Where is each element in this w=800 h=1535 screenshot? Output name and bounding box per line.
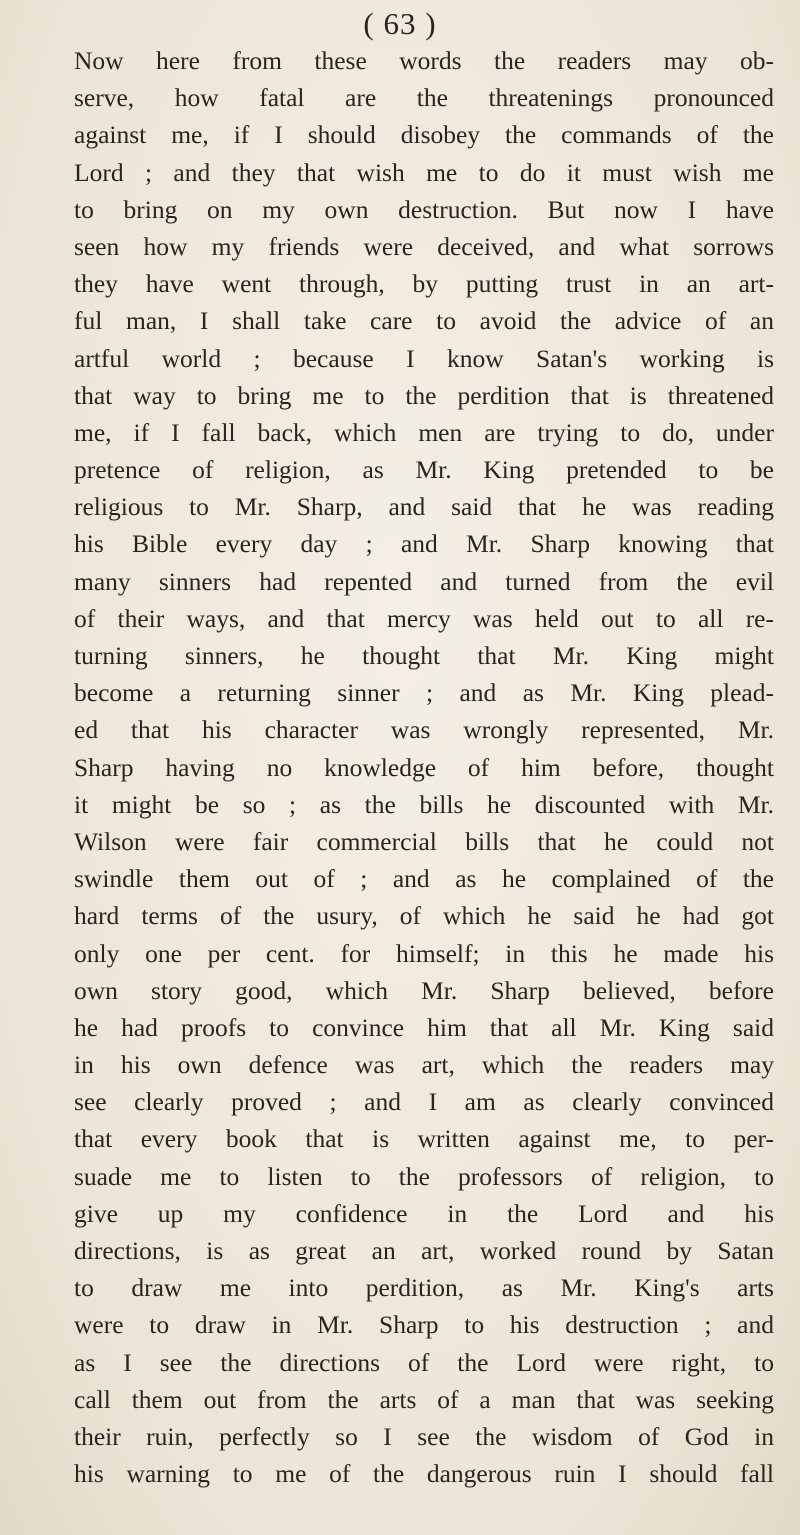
text-line: were to draw in Mr. Sharp to his destruction ; and <box>74 1310 774 1340</box>
text-line: seen how my friends were deceived, and what sorrows <box>74 231 774 261</box>
text-line: see clearly proved ; and I am as clearly convinced <box>74 1087 774 1117</box>
text-line: in his own defence was art, which the readers may <box>74 1050 774 1080</box>
text-line: ful man, I shall take care to avoid the advice of an <box>74 306 774 336</box>
text-line: become a returning sinner ; and as Mr. King plead- <box>74 678 774 708</box>
text-line: his warning to me of the dangerous ruin I should fall <box>74 1459 774 1489</box>
text-line: as I see the directions of the Lord were right, to <box>74 1347 774 1377</box>
text-line: only one per cent. for himself; in this he made his <box>74 938 774 968</box>
text-line: Now here from these words the readers may ob- <box>74 46 774 75</box>
text-line: Lord ; and they that wish me to do it must wish me <box>74 157 774 187</box>
text-line: suade me to listen to the professors of religion, to <box>74 1161 774 1191</box>
text-line: call them out from the arts of a man that was seeking <box>74 1384 774 1414</box>
text-line: their ruin, perfectly so I see the wisdom of God in <box>74 1421 774 1451</box>
body-text <box>74 42 774 1492</box>
text-line: to draw me into perdition, as Mr. King's arts <box>74 1273 774 1303</box>
text-line: religious to Mr. Sharp, and said that he was reading <box>74 492 774 522</box>
text-line: that every book that is written against me, to per- <box>74 1124 774 1154</box>
text-line: Wilson were fair commercial bills that he could not <box>74 826 774 856</box>
text-line: against me, if I should disobey the commands of the <box>74 120 774 150</box>
text-line: Sharp having no knowledge of him before, thought <box>74 752 774 782</box>
text-line: he had proofs to convince him that all Mr. King said <box>74 1012 774 1042</box>
text-line: me, if I fall back, which men are trying to do, under <box>74 417 774 447</box>
text-line: pretence of religion, as Mr. King pretended to be <box>74 455 774 485</box>
text-line: directions, is as great an art, worked round by Satan <box>74 1236 774 1265</box>
text-line: ed that his character was wrongly represented, Mr. <box>74 715 774 745</box>
text-line: artful world ; because I know Satan's working is <box>74 343 774 373</box>
text-line: they have went through, by putting trust in an art- <box>74 269 774 299</box>
text-line: to bring on my own destruction. But now I have <box>74 194 774 224</box>
text-line: swindle them out of ; and as he complained of the <box>74 864 774 894</box>
text-line: many sinners had repented and turned from the evil <box>74 566 774 596</box>
text-line: his Bible every day ; and Mr. Sharp knowing that <box>74 529 774 559</box>
text-line: it might be so ; as the bills he discounted with Mr. <box>74 789 774 819</box>
text-line: turning sinners, he thought that Mr. King might <box>74 641 774 670</box>
text-line: that way to bring me to the perdition that is threatened <box>74 380 774 410</box>
text-line: serve, how fatal are the threatenings pronounced <box>74 83 774 113</box>
text-line: of their ways, and that mercy was held out to all re- <box>74 603 774 633</box>
page-number: ( 63 ) <box>363 6 437 41</box>
text-line: give up my confidence in the Lord and his <box>74 1198 774 1228</box>
text-line: hard terms of the usury, of which he said he had got <box>74 901 774 931</box>
text-line: own story good, which Mr. Sharp believed, before <box>74 975 774 1005</box>
